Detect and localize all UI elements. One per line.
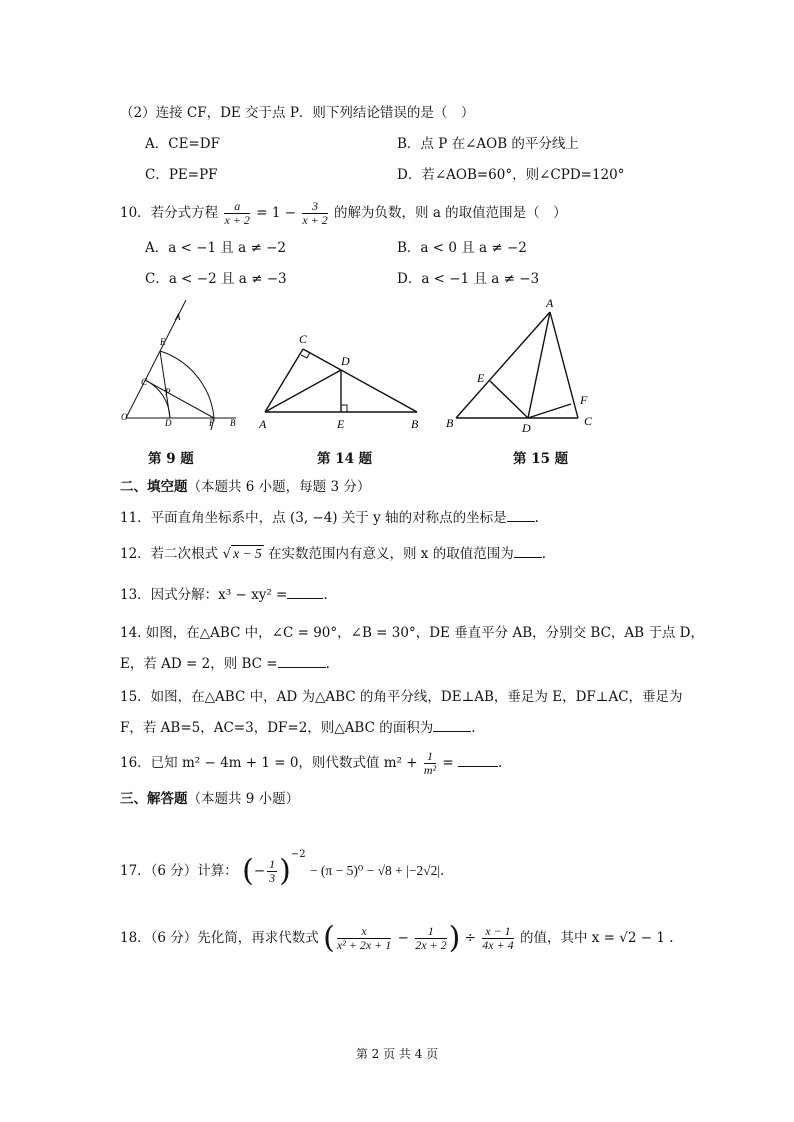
q10-tail: 的解为负数，则 a 的取值范围是（ ） [334,205,567,221]
q17-rest: − (π − 5)⁰ − √8 + |−2√2| [309,863,441,878]
q12-blank [514,557,542,558]
section-3-heading [120,790,299,808]
f14-label-c: C [299,332,308,346]
q14-line2: E，若 AD = 2，则 BC = . [120,656,330,672]
q9-2-option-a: A．CE=DF [145,136,220,152]
q13-blank [287,598,323,599]
q9-2-option-c: C．PE=PF [145,167,218,183]
section-3-note: （本题共 9 小题） [187,791,300,807]
q12-post: 在实数范围内有意义，则 x 的取值范围为 [268,546,514,562]
q17: 17．（6 分）计算： (− $\frac{1}{3}$ )$^{-2}$ − (π − 5)⁰ − √8 + |−2√2|. [120,849,445,889]
caption-fig9: 第 9 题 [148,451,194,467]
f15-label-d: D [522,421,531,435]
f9-label-o: O [121,412,128,422]
q10-stem [120,199,567,227]
section-2-title: 二、填空题 [120,479,188,495]
q10-option-c: C．a < −2 且 a ≠ −3 [145,271,287,287]
q16-blank [458,766,498,767]
f15-label-e: E [477,371,485,385]
q14-line1: 14. 如图，在△ABC 中，∠C = 90°，∠B = 30°，DE 垂直平分 AB，分别交 BC，AB 于点 D， [120,625,704,641]
q18-tail: 的值，其中 x = √2 − 1 . [519,930,674,946]
q13: 13．因式分解：x³ − xy² = . [120,587,328,603]
f9-label-d: D [165,418,172,428]
q10-mid: = 1 − [256,205,297,221]
q18-frac1: $\frac{x}{\text{x² + 2x + 1}}$ [336,924,392,952]
q15-blank [433,731,471,732]
q13-pre: 13．因式分解：x³ − xy² = [120,587,288,603]
q16-pre: 16．已知 m² − 4m + 1 = 0，则代数式值 m² + [120,755,418,771]
q17-exp: −2 [290,849,306,860]
caption-fig15: 第 15 题 [513,451,569,467]
q18-frac2: $\frac{1}{2x + 2}$ [415,924,447,952]
figure-14 [255,325,430,435]
q14-blank [278,667,326,668]
f9-label-c: C [141,377,148,387]
f9-label-f: F [209,418,215,428]
q18-frac3: $\frac{x - 1}{4x + 4}$ [482,924,514,952]
f15-label-f: F [580,393,588,407]
q12: 12．若二次根式 √ x − 5 在实数范围内有意义，则 x 的取值范围为 . [120,546,546,562]
q11-blank [507,521,535,522]
q9-2-stem: （2）连接 CF，DE 交于点 P．则下列结论错误的是（ ） [120,105,475,121]
section-2-heading [120,478,370,496]
q12-pre: 12．若二次根式 [120,546,219,562]
f9-label-b: B [230,418,236,428]
q10-option-d: D．a < −1 且 a ≠ −3 [397,271,540,287]
q17-frac: $\frac{1}{3}$ [269,857,276,885]
q10-num: 10．若分式方程 [120,205,219,221]
q10-frac2: $\frac{3}{x + 2}$ [302,199,328,227]
f14-label-b: B [411,417,419,431]
q12-radicand: x − 5 [233,546,262,561]
q16: 16．已知 m² − 4m + 1 = 0，则代数式值 m² + $\frac{1}{\text{m²}}$ = . [120,749,503,777]
f9-label-p: P [165,387,171,397]
figure-9 [118,296,248,432]
q17-pre: 17．（6 分）计算： [120,863,238,879]
q10-frac1: $\frac{a}{x + 2}$ [224,199,250,227]
q9-2-option-b: B．点 P 在∠AOB 的平分线上 [397,136,579,152]
f15-label-c: C [584,414,593,428]
f14-label-a: A [259,417,267,431]
q16-frac: $\frac{1}{\text{m²}}$ [423,749,437,777]
f14-label-e: E [337,417,345,431]
q10-option-b: B．a < 0 且 a ≠ −2 [397,240,527,256]
figure-15 [440,294,605,436]
f15-label-b: B [446,416,454,430]
q18: 18．（6 分）先化简，再求代数式 ( $\frac{x}{\text{x² + 2x + 1}}$ − $\frac{1}{2x + 2}$ ) ÷ $\frac{x - 1}{4x + 4}$ 的值，其中 x = √2 − 1 . [120,920,674,956]
caption-fig14: 第 14 题 [317,451,373,467]
section-3-title: 三、解答题 [120,791,188,807]
f15-label-a: A [546,296,554,310]
q11: 11．平面直角坐标系中，点 (3, −4) 关于 y 轴的对称点的坐标是 . [120,510,539,526]
q15-line2: F，若 AB=5，AC=3，DF=2，则△ABC 的面积为 . [120,720,476,736]
q11-text: 11．平面直角坐标系中，点 (3, −4) 关于 y 轴的对称点的坐标是 [120,510,507,526]
f9-label-e: E [160,337,166,347]
q18-pre: 18．（6 分）先化简，再求代数式 [120,930,319,946]
f14-label-d: D [341,354,350,368]
q10-option-a: A．a < −1 且 a ≠ −2 [145,240,287,256]
q15-line1: 15．如图，在△ABC 中，AD 为△ABC 的角平分线，DE⊥AB，垂足为 E，DF⊥AC，垂足为 [120,689,683,705]
f9-label-a: A [175,312,181,322]
page-footer: 第 2 页 共 4 页 [355,1047,439,1061]
section-2-note: （本题共 6 小题，每题 3 分） [187,479,371,495]
q9-2-option-d: D．若∠AOB=60°，则∠CPD=120° [397,167,625,183]
